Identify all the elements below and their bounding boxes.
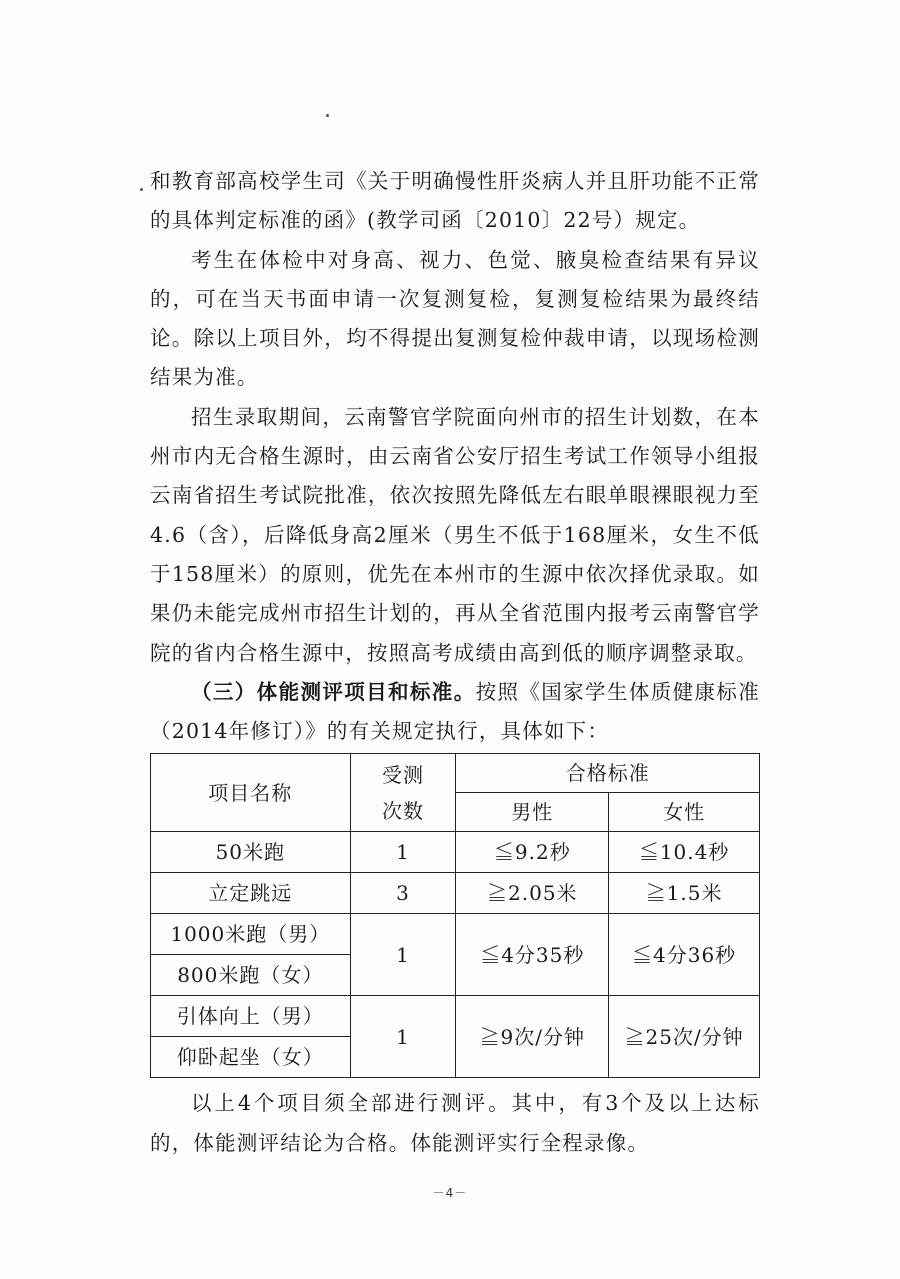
cell-female: ≧25次/分钟: [609, 996, 760, 1078]
scan-speck: [326, 114, 329, 117]
cell-male: ≦9.2秒: [456, 832, 609, 873]
cell-item: 50米跑: [151, 832, 351, 873]
cell-male: ≦4分35秒: [456, 914, 609, 996]
paragraph-recheck: 考生在体检中对身高、视力、色觉、腋臭检查结果有异议的，可在当天书面申请一次复测复检，复测复检结果为最终结论。除以上项目外，均不得提出复测复检仲裁申请，以现场检测结果为准。: [150, 247, 760, 390]
section-heading: （三）体能测评项目和标准。: [191, 679, 476, 704]
paragraph-fitness-conclusion: 以上4个项目须全部进行测评。其中，有3个及以上达标的，体能测评结论为合格。体能测评实行全程录像。: [150, 1091, 760, 1155]
paragraph-fitness-intro: [150, 673, 760, 752]
scan-speck: [140, 188, 143, 191]
header-male: 男性: [456, 793, 609, 832]
paragraph-admission: 招生录取期间，云南警官学院面向州市的招生计划数，在本州市内无合格生源时，由云南省公安厅招生考试工作领导小组报云南省招生考试院批准，依次按照先降低左右眼单眼裸眼视力至4.6（含），后降低身高2厘米（男生不低于168厘米，女生不低于158厘米）的原则，优先在本州市的生源中依次择优录取。如果仍未能完成州市招生计划的，再从全省范围内报考云南警官学院的省内合格生源中，按照高考成绩由高到低的顺序调整录取。: [150, 404, 760, 665]
cell-item: 1000米跑（男）: [151, 914, 351, 955]
fitness-intro-text: 按照《国家学生体质健康标准（2014年修订）》的有关规定执行，具体如下：: [150, 679, 760, 744]
header-female: 女性: [609, 793, 760, 832]
paragraph-liver-standard: 和教育部高校学生司《关于明确慢性肝炎病人并且肝功能不正常的具体判定标准的函》(教学司函〔2010〕22号）规定。: [150, 169, 760, 233]
cell-item: 800米跑（女）: [151, 955, 351, 996]
cell-male: ≧2.05米: [456, 873, 609, 914]
table-row: [151, 873, 760, 914]
table-row: [151, 832, 760, 873]
header-test-times-text: 受测次数: [382, 762, 425, 823]
document-body: [150, 162, 760, 1163]
cell-male: ≧9次/分钟: [456, 996, 609, 1078]
table-row: [151, 996, 760, 1037]
header-test-times: [350, 754, 456, 832]
page-number: －4－: [432, 1186, 468, 1200]
table-row: [151, 914, 760, 955]
cell-female: ≧1.5米: [609, 873, 760, 914]
cell-female: ≦10.4秒: [609, 832, 760, 873]
cell-item: 立定跳远: [151, 873, 351, 914]
cell-times: 1: [350, 996, 456, 1078]
cell-item: 仰卧起坐（女）: [151, 1037, 351, 1078]
cell-female: ≦4分36秒: [609, 914, 760, 996]
cell-times: 1: [350, 832, 456, 873]
cell-item: 引体向上（男）: [151, 996, 351, 1037]
header-standard: 合格标准: [456, 754, 760, 793]
fitness-standard-table: [150, 753, 760, 1078]
cell-times: 1: [350, 914, 456, 996]
cell-times: 3: [350, 873, 456, 914]
header-item-name: 项目名称: [151, 754, 351, 832]
